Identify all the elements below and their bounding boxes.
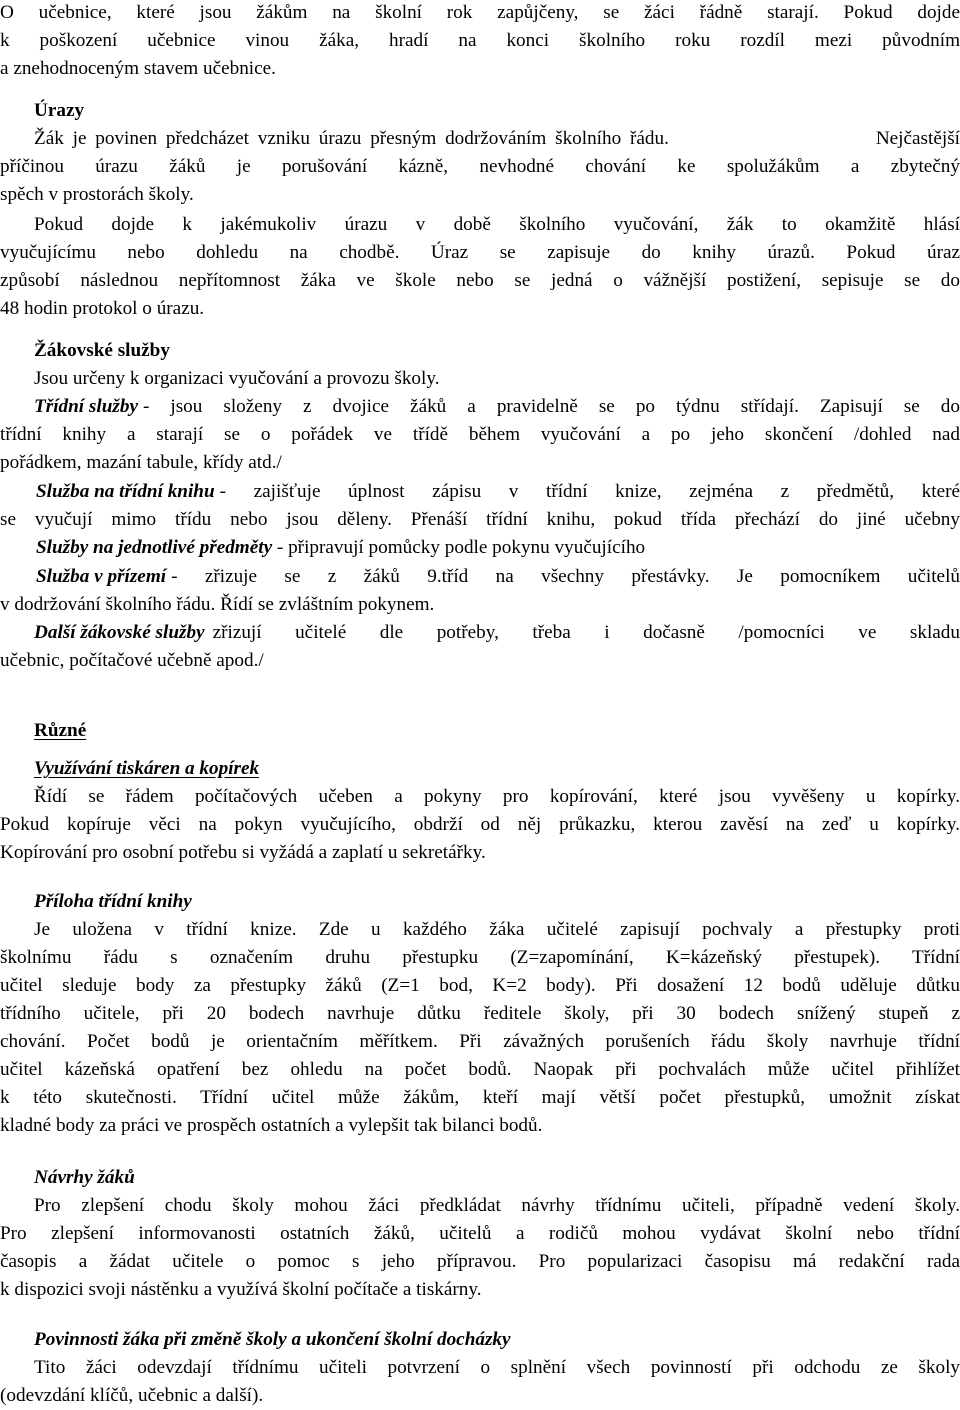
paragraph-line: příčinou úrazu žáků je porušování kázně, nevhodné chování ke spolužákům a zbytečný (0, 156, 960, 177)
heading-urazy: Úrazy (34, 100, 85, 121)
paragraph-line: kladné body za práci ve prospěch ostatních a vylepšit tak bilanci bodů. (0, 1115, 543, 1136)
paragraph-line: k poškození učebnice vinou žáka, hradí na konci školního roku rozdíl mezi původním (0, 30, 960, 51)
paragraph-line: se vyučují mimo třídu nebo jsou děleny. Přenáší třídní knihu, pokud třída přechází do jiné učebny (0, 509, 960, 530)
paragraph-line: k této skutečnosti. Třídní učitel může žákům, kteří mají větší počet přestupků, umožnit získat (0, 1087, 960, 1108)
paragraph-line: k dispozici svoji nástěnku a využívá školní počítače a tiskárny. (0, 1279, 482, 1300)
paragraph-line: učebnic, počítačové učebně apod./ (0, 650, 264, 671)
heading-priloha-tridni-knihy: Příloha třídní knihy (34, 891, 192, 912)
paragraph-line: (odevzdání klíčů, učebnic a další). (0, 1385, 264, 1406)
paragraph-line: školnímu řádu s označením druhu přestupku (Z=zapomínání, K=kázeňský přestupek). Třídní (0, 947, 960, 968)
line-text: - připravují pomůcky podle pokynu vyučujícího (276, 537, 646, 558)
term-sluzba-na-tridni-knihu: Služba na třídní knihu (36, 481, 215, 502)
paragraph-line: Je uložena v třídní knize. Zde u každého žáka učitelé zapisují pochvaly a přestupky proti (34, 919, 960, 940)
paragraph-line: Žák je povinen předcházet vzniku úrazu přesným dodržováním školního řádu. (34, 128, 669, 149)
paragraph-line: a znehodnoceným stavem učebnice. (0, 58, 276, 79)
line-text: - zřizuje se z žáků 9.tříd na všechny přestávky. Je pomocníkem učitelů (171, 566, 960, 587)
term-dalsi-zakovske-sluzby: Další žákovské služby (34, 622, 205, 643)
heading-vyuzivani-tiskaren: Využívání tiskáren a kopírek (34, 758, 260, 779)
paragraph-line: Pokud dojde k jakémukoliv úrazu v době školního vyučování, žák to okamžitě hlásí (34, 214, 960, 235)
paragraph-line: Jsou určeny k organizaci vyučování a provozu školy. (34, 368, 440, 389)
paragraph-line: chování. Počet bodů je orientačním měřítkem. Při závažných porušeních řádu školy navrhuje třídní (0, 1031, 960, 1052)
paragraph-line: třídní knihy a starají se o pořádek ve třídě během vyučování a po jeho skončení /dohled nad (0, 424, 960, 445)
paragraph-line: učitel kázeňská opatření bez ohledu na počet bodů. Naopak při pochvalách může učitel přihlížet (0, 1059, 960, 1080)
term-sluzba-v-prizemi: Služba v přízemí (36, 566, 167, 587)
line-text: - zajišťuje úplnost zápisu v třídní knize, zejména z předmětů, které (219, 481, 960, 502)
paragraph-line: vyučujícímu nebo dohledu na chodbě. Úraz se zapisuje do knihy úrazů. Pokud úraz (0, 242, 960, 263)
paragraph-line: 48 hodin protokol o úrazu. (0, 298, 205, 319)
paragraph-line: Řídí se řádem počítačových učeben a pokyny pro kopírování, které jsou vyvěšeny u kopírky. (34, 786, 960, 807)
paragraph-line: v dodržování školního řádu. Řídí se zvláštním pokynem. (0, 594, 435, 615)
paragraph-line: Pro zlepšení informovanosti ostatních žáků, učitelů a rodičů mohou vydávat školní nebo třídní (0, 1223, 960, 1244)
paragraph-line (34, 396, 960, 418)
term-sluzby-na-predmety: Služby na jednotlivé předměty (36, 537, 273, 558)
paragraph-line: Tito žáci odevzdají třídnímu učiteli potvrzení o splnění všech povinností při odchodu ze školy (34, 1357, 960, 1378)
paragraph-line: Pokud kopíruje věci na pokyn vyučujícího, obdrží od něj průkazku, kterou zavěsí na zeď u kopírky. (0, 814, 960, 835)
paragraph-line (36, 481, 960, 503)
heading-navrhy-zaku: Návrhy žáků (34, 1167, 135, 1188)
paragraph-line (34, 622, 960, 644)
heading-ruzne: Různé (34, 720, 87, 741)
paragraph-line (36, 566, 960, 588)
term-tridni-sluzby: Třídní služby (34, 396, 138, 417)
paragraph-line: spěch v prostorách školy. (0, 184, 194, 205)
line-text: zřizují učitelé dle potřeby, třeba i dočasně /pomocníci ve skladu (212, 622, 960, 643)
paragraph-line: způsobí následnou nepřítomnost žáka ve škole nebo se jedná o vážnější postižení, sepisuje se do (0, 270, 960, 291)
line-text: - jsou složeny z dvojice žáků a pravidelně se po týdnu střídají. Zapisují se do (142, 396, 960, 417)
paragraph-line: časopis a žádat učitele o pomoc s jeho přípravou. Pro popularizaci časopisu má redakční rada (0, 1251, 960, 1272)
paragraph-line: Nejčastější (875, 128, 960, 149)
paragraph-line: Kopírování pro osobní potřebu si vyžádá a zaplatí u sekretářky. (0, 842, 486, 863)
paragraph-line: O učebnice, které jsou žákům na školní rok zapůjčeny, se žáci řádně starají. Pokud dojde (0, 2, 960, 23)
paragraph-line: pořádkem, mazání tabule, křídy atd./ (0, 452, 282, 473)
paragraph-line: Pro zlepšení chodu školy mohou žáci předkládat návrhy třídnímu učiteli, případně vedení školy. (34, 1195, 960, 1216)
heading-zakovske-sluzby: Žákovské služby (34, 340, 170, 361)
paragraph-line: třídního učitele, při 20 bodech navrhuje důtku ředitele školy, při 30 bodech snížený stupeň z (0, 1003, 960, 1024)
paragraph-line: učitel sleduje body za přestupky žáků (Z=1 bod, K=2 body). Při dosažení 12 bodů uděluje důtku (0, 975, 960, 996)
paragraph-line (36, 537, 645, 559)
heading-povinnosti-zaka: Povinnosti žáka při změně školy a ukončení školní docházky (34, 1329, 511, 1350)
